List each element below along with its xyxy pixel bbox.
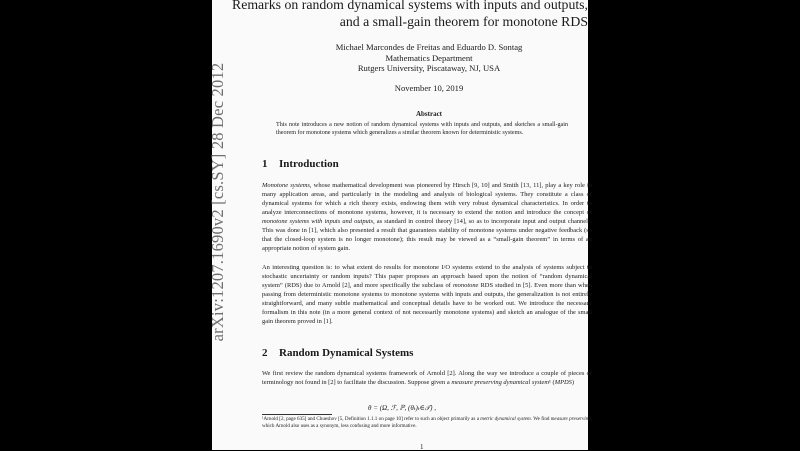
department: Mathematics Department — [385, 53, 473, 63]
section-1-title: Introduction — [279, 158, 339, 170]
university: Rutgers University, Piscataway, NJ, USA — [357, 63, 501, 73]
section-1-number: 1 — [262, 158, 268, 170]
authors: Michael Marcondes de Freitas and Eduardo D. Sontag — [335, 42, 523, 52]
footnote-em-2: measure preserving, — [550, 416, 593, 422]
intro-p1-text-b: as standard in control theory [14], so as to incorporate input and output channels. This was done in [1], which also presented a result that guarantees stability of monotone systems under negative feedback (so that the closed-loop system is no longer monotone); this result may be viewed as a “small-gain theorem” in terms of an appropriate notion of system gain. — [262, 217, 592, 252]
footnote-text-c: which Arnold also uses as a synonym, less confusing and more informative. — [262, 423, 417, 429]
section-2-heading — [262, 347, 413, 359]
intro-p2-text-b: RDS studied in [5]. Even more than when passing from deterministic monotone systems to monotone systems with inputs and outputs, the generalization is not entirely straightforward, and many subtle mathematical and conceptual details have to be worked out. We introduce the necessary formalism in this note (in a more general context of not necessarily monotone systems) and sketch an analogue of the small gain theorem proved in [1]. — [262, 281, 592, 325]
footnote-text-b: We find — [532, 416, 551, 422]
rds-p1-text-b: ¹ ( — [549, 378, 555, 386]
title-line-1: Remarks on random dynamical systems with inputs and outputs, — [232, 0, 588, 12]
rds-p1-text-a: We first review the random dynamical systems framework of Arnold [2]. Along the way we introduce a couple of pieces of terminology not found in [2] to facilitate the discussion. Suppose given a — [262, 370, 592, 386]
rds-p1-text-c: ) — [571, 378, 575, 386]
intro-p1-text-a: whose mathematical development was pioneered by Hirsch [9, 10] and Smith [13, 11], play a key role in many application areas, and particularly in the modeling and analysis of biological systems. They constitute a class of dynamical systems for which a rich theory exists, endowing them with very robust dynamical characteristics. In order to analyze interconnections of monotone systems, however, it is necessary to extend the notion and introduce the concept of — [262, 182, 592, 216]
em-mpds: MPDS — [554, 378, 572, 386]
intro-paragraph-2 — [262, 264, 592, 327]
title-line-2: and a small-gain theorem for monotone RDS — [339, 14, 588, 29]
intro-p2-text-a: An interesting question is: to what extent do results for monotone I/O systems extend to the analysis of systems subject to stochastic uncertainty or random inputs? This paper proposes an approach based upon the notion of “random dynamical system” (RDS) due to Arnold [2], and more specifically the subclass of — [262, 264, 592, 289]
abstract-text: This note introduces a new notion of random dynamical systems with inputs and outputs, and sketches a small-gain theorem for monotone systems which generalizes a similar theorem known for deterministic systems. — [276, 122, 568, 137]
arxiv-stamp-text: arXiv:1207.1690v2 [cs.SY] 28 Dec 2012 — [208, 62, 227, 342]
section-1-heading — [262, 158, 339, 170]
em-monotone-io: monotone systems with inputs and outputs, — [262, 217, 375, 225]
intro-paragraph-1 — [262, 182, 592, 254]
date: November 10, 2019 — [394, 83, 464, 93]
footnote-rule — [262, 414, 332, 415]
footnote-em-1: metric dynamical system. — [480, 416, 533, 422]
em-mpds-full: measure preserving dynamical system — [451, 378, 550, 386]
footnote — [262, 416, 592, 430]
footnote-text-a: ¹Arnold [2, page 635] and Chueshov [5, Definition 1.1.1 on page 10] refer to such an object primarily as a — [262, 416, 481, 422]
abstract-heading: Abstract — [415, 110, 443, 118]
page-number: 1 — [420, 443, 424, 451]
paper-title — [222, 0, 588, 30]
section-2-title: Random Dynamical Systems — [279, 347, 414, 359]
formula-theta: θ = (Ω, ℱ, ℙ, (θₜ)ₜ∈𝒯) , — [368, 404, 436, 412]
arxiv-stamp — [200, 52, 236, 352]
em-monotone: monotone — [453, 281, 479, 289]
em-monotone-systems: Monotone systems, — [262, 182, 312, 189]
section-2-number: 2 — [262, 347, 268, 359]
rds-paragraph-1 — [262, 370, 592, 388]
